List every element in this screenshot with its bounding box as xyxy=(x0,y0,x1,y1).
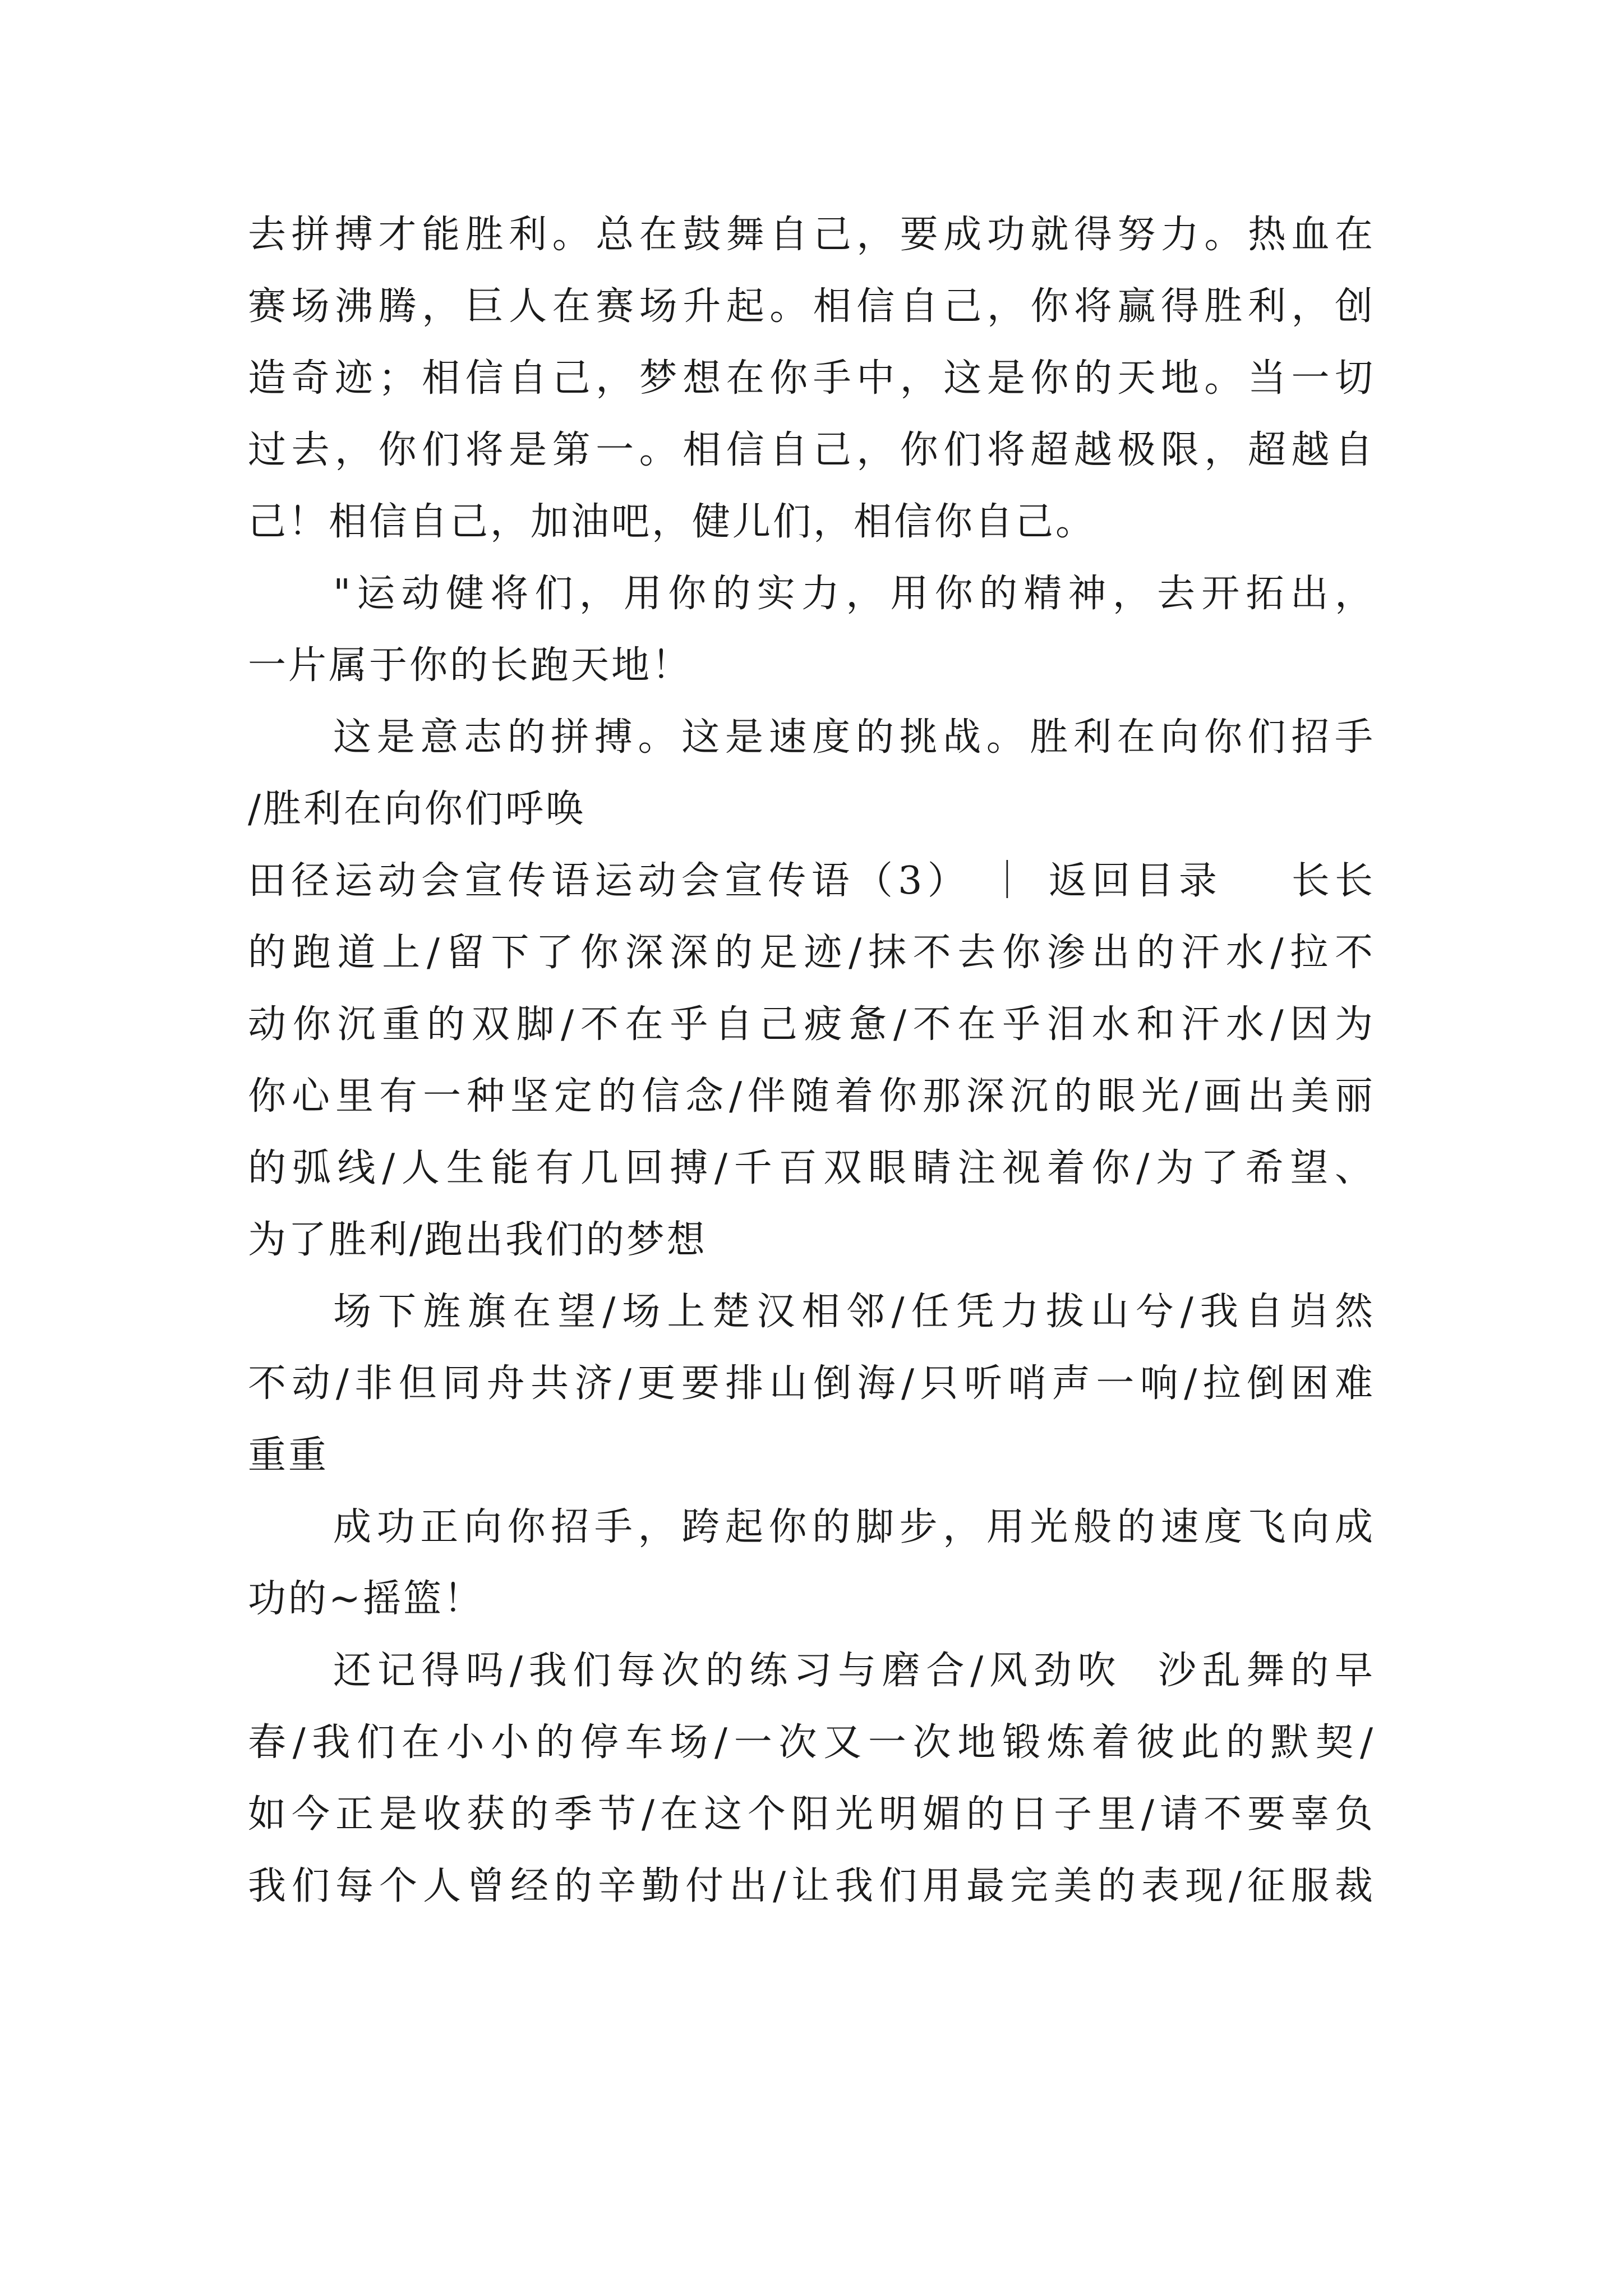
text-line: 己！相信自己，加油吧，健儿们，相信你自己。 xyxy=(248,500,1096,544)
text-line: 过去，你们将是第一。相信自己，你们将超越极限，超越自 xyxy=(248,428,1375,472)
text-line: 动你沉重的双脚/不在乎自己疲惫/不在乎泪水和汗水/因为 xyxy=(248,1002,1375,1047)
text-line: 的跑道上/留下了你深深的足迹/抹不去你渗出的汗水/拉不 xyxy=(248,931,1375,975)
text-line: 功的~摇篮！ xyxy=(248,1577,484,1621)
text-line: 重重 xyxy=(248,1433,329,1478)
text-line: 田径运动会宣传语运动会宣传语（3） ｜ 返回目录 长长 xyxy=(248,859,1375,903)
text-line: 这是意志的拼搏。这是速度的挑战。胜利在向你们招手 xyxy=(333,715,1375,760)
text-line: 场下旌旗在望/场上楚汉相邻/任凭力拔山兮/我自岿然 xyxy=(333,1290,1375,1334)
text-line: 的弧线/人生能有几回搏/千百双眼睛注视着你/为了希望、 xyxy=(248,1146,1375,1190)
text-line: 不动/非但同舟共济/更要排山倒海/只听哨声一响/拉倒困难 xyxy=(248,1361,1375,1406)
text-line: 一片属于你的长跑天地！ xyxy=(248,643,693,688)
text-line: 如今正是收获的季节/在这个阳光明媚的日子里/请不要辜负 xyxy=(248,1792,1375,1837)
text-line: 造奇迹；相信自己，梦想在你手中，这是你的天地。当一切 xyxy=(248,356,1375,401)
text-line: 赛场沸腾，巨人在赛场升起。相信自己，你将赢得胜利，创 xyxy=(248,284,1375,329)
text-line: 还记得吗/我们每次的练习与磨合/风劲吹 沙乱舞的早 xyxy=(333,1649,1375,1693)
text-line: 成功正向你招手，跨起你的脚步，用光般的速度飞向成 xyxy=(333,1505,1375,1549)
text-line: 我们每个人曾经的辛勤付出/让我们用最完美的表现/征服裁 xyxy=(248,1864,1375,1908)
text-line: 去拼搏才能胜利。总在鼓舞自己，要成功就得努力。热血在 xyxy=(248,213,1375,257)
document-body xyxy=(248,199,1375,1922)
text-line: 为了胜利/跑出我们的梦想 xyxy=(248,1218,707,1262)
text-line: 春/我们在小小的停车场/一次又一次地锻炼着彼此的默契/ xyxy=(248,1720,1375,1765)
text-line: 你心里有一种坚定的信念/伴随着你那深沉的眼光/画出美丽 xyxy=(248,1074,1375,1119)
text-line: /胜利在向你们呼唤 xyxy=(248,787,586,831)
text-line: "运动健将们，用你的实力，用你的精神，去开拓出， xyxy=(333,572,1375,616)
